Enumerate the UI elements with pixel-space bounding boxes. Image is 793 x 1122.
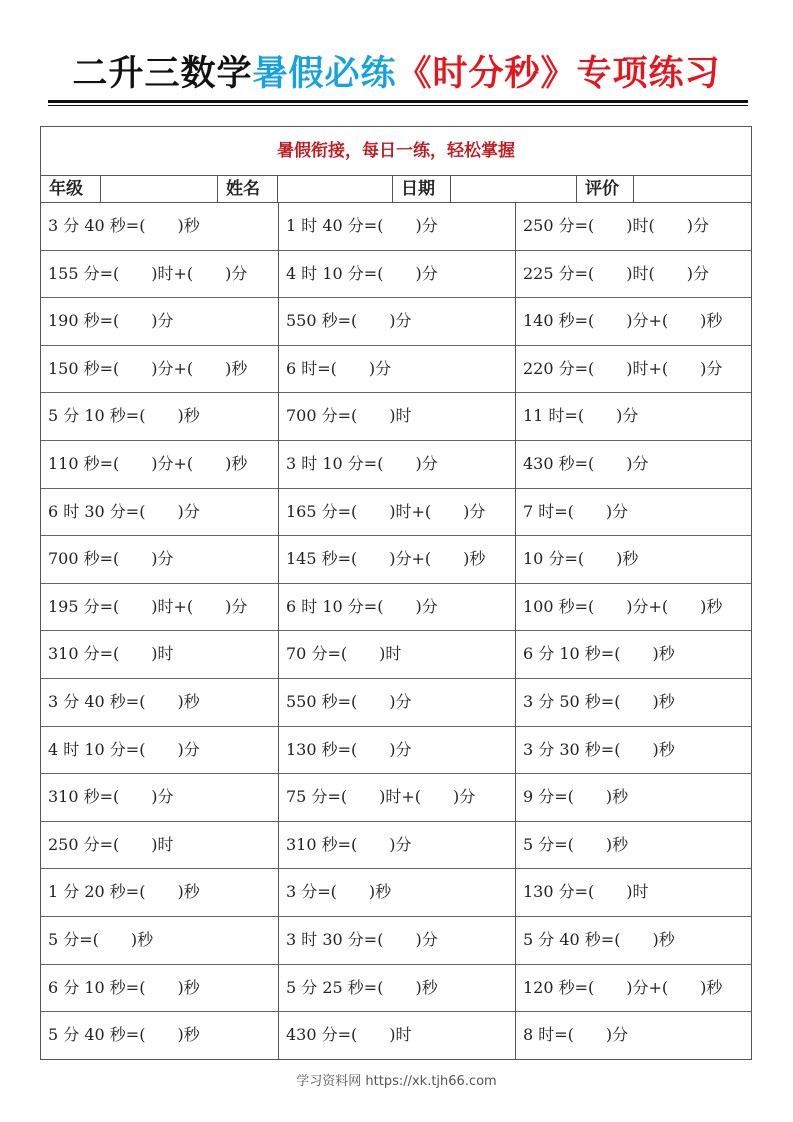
exercise-item[interactable]: 3 时 30 分=( )分 bbox=[279, 917, 515, 965]
exercise-column-1 bbox=[41, 203, 279, 1060]
exercise-item[interactable]: 130 分=( )时 bbox=[516, 869, 751, 917]
exercise-item[interactable]: 5 分 40 秒=( )秒 bbox=[48, 1025, 200, 1045]
exercise-item[interactable]: 310 分=( )时 bbox=[41, 631, 278, 679]
exercise-item[interactable]: 250 分=( )时 bbox=[41, 822, 278, 870]
exercise-item[interactable]: 5 分 40 秒=( )秒 bbox=[516, 917, 751, 965]
exercise-item[interactable]: 225 分=( )时( )分 bbox=[516, 251, 751, 299]
student-info-row bbox=[41, 176, 751, 203]
exercise-item[interactable]: 1 时 40 分=( )分 bbox=[279, 203, 515, 251]
exercise-item[interactable]: 190 秒=( )分 bbox=[41, 298, 278, 346]
grade-label: 年级 bbox=[41, 176, 101, 202]
exercise-item[interactable]: 120 秒=( )分+( )秒 bbox=[516, 965, 751, 1013]
exercise-item[interactable]: 100 秒=( )分+( )秒 bbox=[516, 584, 751, 632]
name-field[interactable] bbox=[278, 176, 393, 202]
exercise-item[interactable]: 3 分 40 秒=( )秒 bbox=[41, 679, 278, 727]
title-underline bbox=[48, 100, 748, 103]
exercise-item[interactable]: 6 分 10 秒=( )秒 bbox=[41, 965, 278, 1013]
exercise-item[interactable]: 4 时 10 分=( )分 bbox=[41, 727, 278, 775]
title-practice: 专项练习 bbox=[576, 54, 721, 94]
exercise-item[interactable]: 310 秒=( )分 bbox=[279, 822, 515, 870]
rating-field[interactable] bbox=[634, 176, 751, 202]
exercise-item[interactable]: 165 分=( )时+( )分 bbox=[279, 489, 515, 537]
exercise-item[interactable]: 700 秒=( )分 bbox=[41, 536, 278, 584]
exercise-item[interactable]: 4 时 10 分=( )分 bbox=[279, 251, 515, 299]
exercise-item[interactable]: 150 秒=( )分+( )秒 bbox=[41, 346, 278, 394]
exercise-item[interactable]: 6 时=( )分 bbox=[279, 346, 515, 394]
exercise-column-2 bbox=[279, 203, 516, 1060]
exercise-item[interactable]: 130 秒=( )分 bbox=[279, 727, 515, 775]
exercise-item[interactable]: 7 时=( )分 bbox=[516, 489, 751, 537]
exercise-item[interactable]: 5 分=( )秒 bbox=[516, 822, 751, 870]
exercise-item[interactable]: 140 秒=( )分+( )秒 bbox=[516, 298, 751, 346]
exercise-item[interactable]: 5 分=( )秒 bbox=[41, 917, 278, 965]
exercise-item[interactable]: 310 秒=( )分 bbox=[41, 774, 278, 822]
worksheet bbox=[40, 126, 752, 1060]
exercise-item[interactable]: 11 时=( )分 bbox=[516, 393, 751, 441]
exercise-item[interactable]: 5 分 10 秒=( )秒 bbox=[41, 393, 278, 441]
exercise-item[interactable]: 550 秒=( )分 bbox=[279, 679, 515, 727]
page-title bbox=[0, 52, 793, 96]
exercise-item[interactable]: 9 分=( )秒 bbox=[516, 774, 751, 822]
exercise-item[interactable]: 3 时 10 分=( )分 bbox=[279, 441, 515, 489]
title-underline-thin bbox=[48, 105, 748, 106]
exercise-item[interactable]: 6 时 30 分=( )分 bbox=[41, 489, 278, 537]
title-grade: 二升三数学 bbox=[72, 54, 253, 94]
date-field[interactable] bbox=[451, 176, 577, 202]
exercise-item[interactable]: 3 分=( )秒 bbox=[279, 869, 515, 917]
date-label: 日期 bbox=[393, 176, 451, 202]
title-summer: 暑假必练 bbox=[252, 54, 397, 94]
worksheet-subtitle: 暑假衔接，每日一练，轻松掌握 bbox=[41, 127, 751, 176]
name-label: 姓名 bbox=[218, 176, 278, 202]
grade-field[interactable] bbox=[101, 176, 218, 202]
exercise-item[interactable]: 3 分 40 秒=( )秒 bbox=[41, 203, 278, 251]
exercise-item[interactable]: 10 分=( )秒 bbox=[516, 536, 751, 584]
title-topic: 《时分秒》 bbox=[396, 54, 577, 94]
exercise-item[interactable]: 6 时 10 分=( )分 bbox=[279, 584, 515, 632]
exercise-item[interactable]: 8 时=( )分 bbox=[523, 1025, 629, 1045]
exercise-item[interactable]: 110 秒=( )分+( )秒 bbox=[41, 441, 278, 489]
exercise-item[interactable]: 700 分=( )时 bbox=[279, 393, 515, 441]
exercise-item[interactable]: 5 分 25 秒=( )秒 bbox=[279, 965, 515, 1013]
exercise-item[interactable]: 430 秒=( )分 bbox=[516, 441, 751, 489]
exercise-item[interactable]: 3 分 30 秒=( )秒 bbox=[516, 727, 751, 775]
exercise-grid bbox=[41, 203, 751, 1060]
exercise-item[interactable]: 550 秒=( )分 bbox=[279, 298, 515, 346]
exercise-item[interactable]: 155 分=( )时+( )分 bbox=[41, 251, 278, 299]
exercise-item[interactable]: 220 分=( )时+( )分 bbox=[516, 346, 751, 394]
exercise-item[interactable]: 75 分=( )时+( )分 bbox=[279, 774, 515, 822]
rating-label: 评价 bbox=[577, 176, 634, 202]
exercise-item[interactable]: 145 秒=( )分+( )秒 bbox=[279, 536, 515, 584]
exercise-item[interactable]: 250 分=( )时( )分 bbox=[516, 203, 751, 251]
exercise-item[interactable]: 6 分 10 秒=( )秒 bbox=[516, 631, 751, 679]
exercise-column-3 bbox=[516, 203, 751, 1060]
exercise-item[interactable]: 430 分=( )时 bbox=[286, 1025, 412, 1045]
exercise-item[interactable]: 195 分=( )时+( )分 bbox=[41, 584, 278, 632]
footer-source: 学习资料网 https://xk.tjh66.com bbox=[296, 1074, 497, 1089]
exercise-item[interactable]: 3 分 50 秒=( )秒 bbox=[516, 679, 751, 727]
exercise-item[interactable]: 1 分 20 秒=( )秒 bbox=[41, 869, 278, 917]
exercise-item[interactable]: 70 分=( )时 bbox=[279, 631, 515, 679]
